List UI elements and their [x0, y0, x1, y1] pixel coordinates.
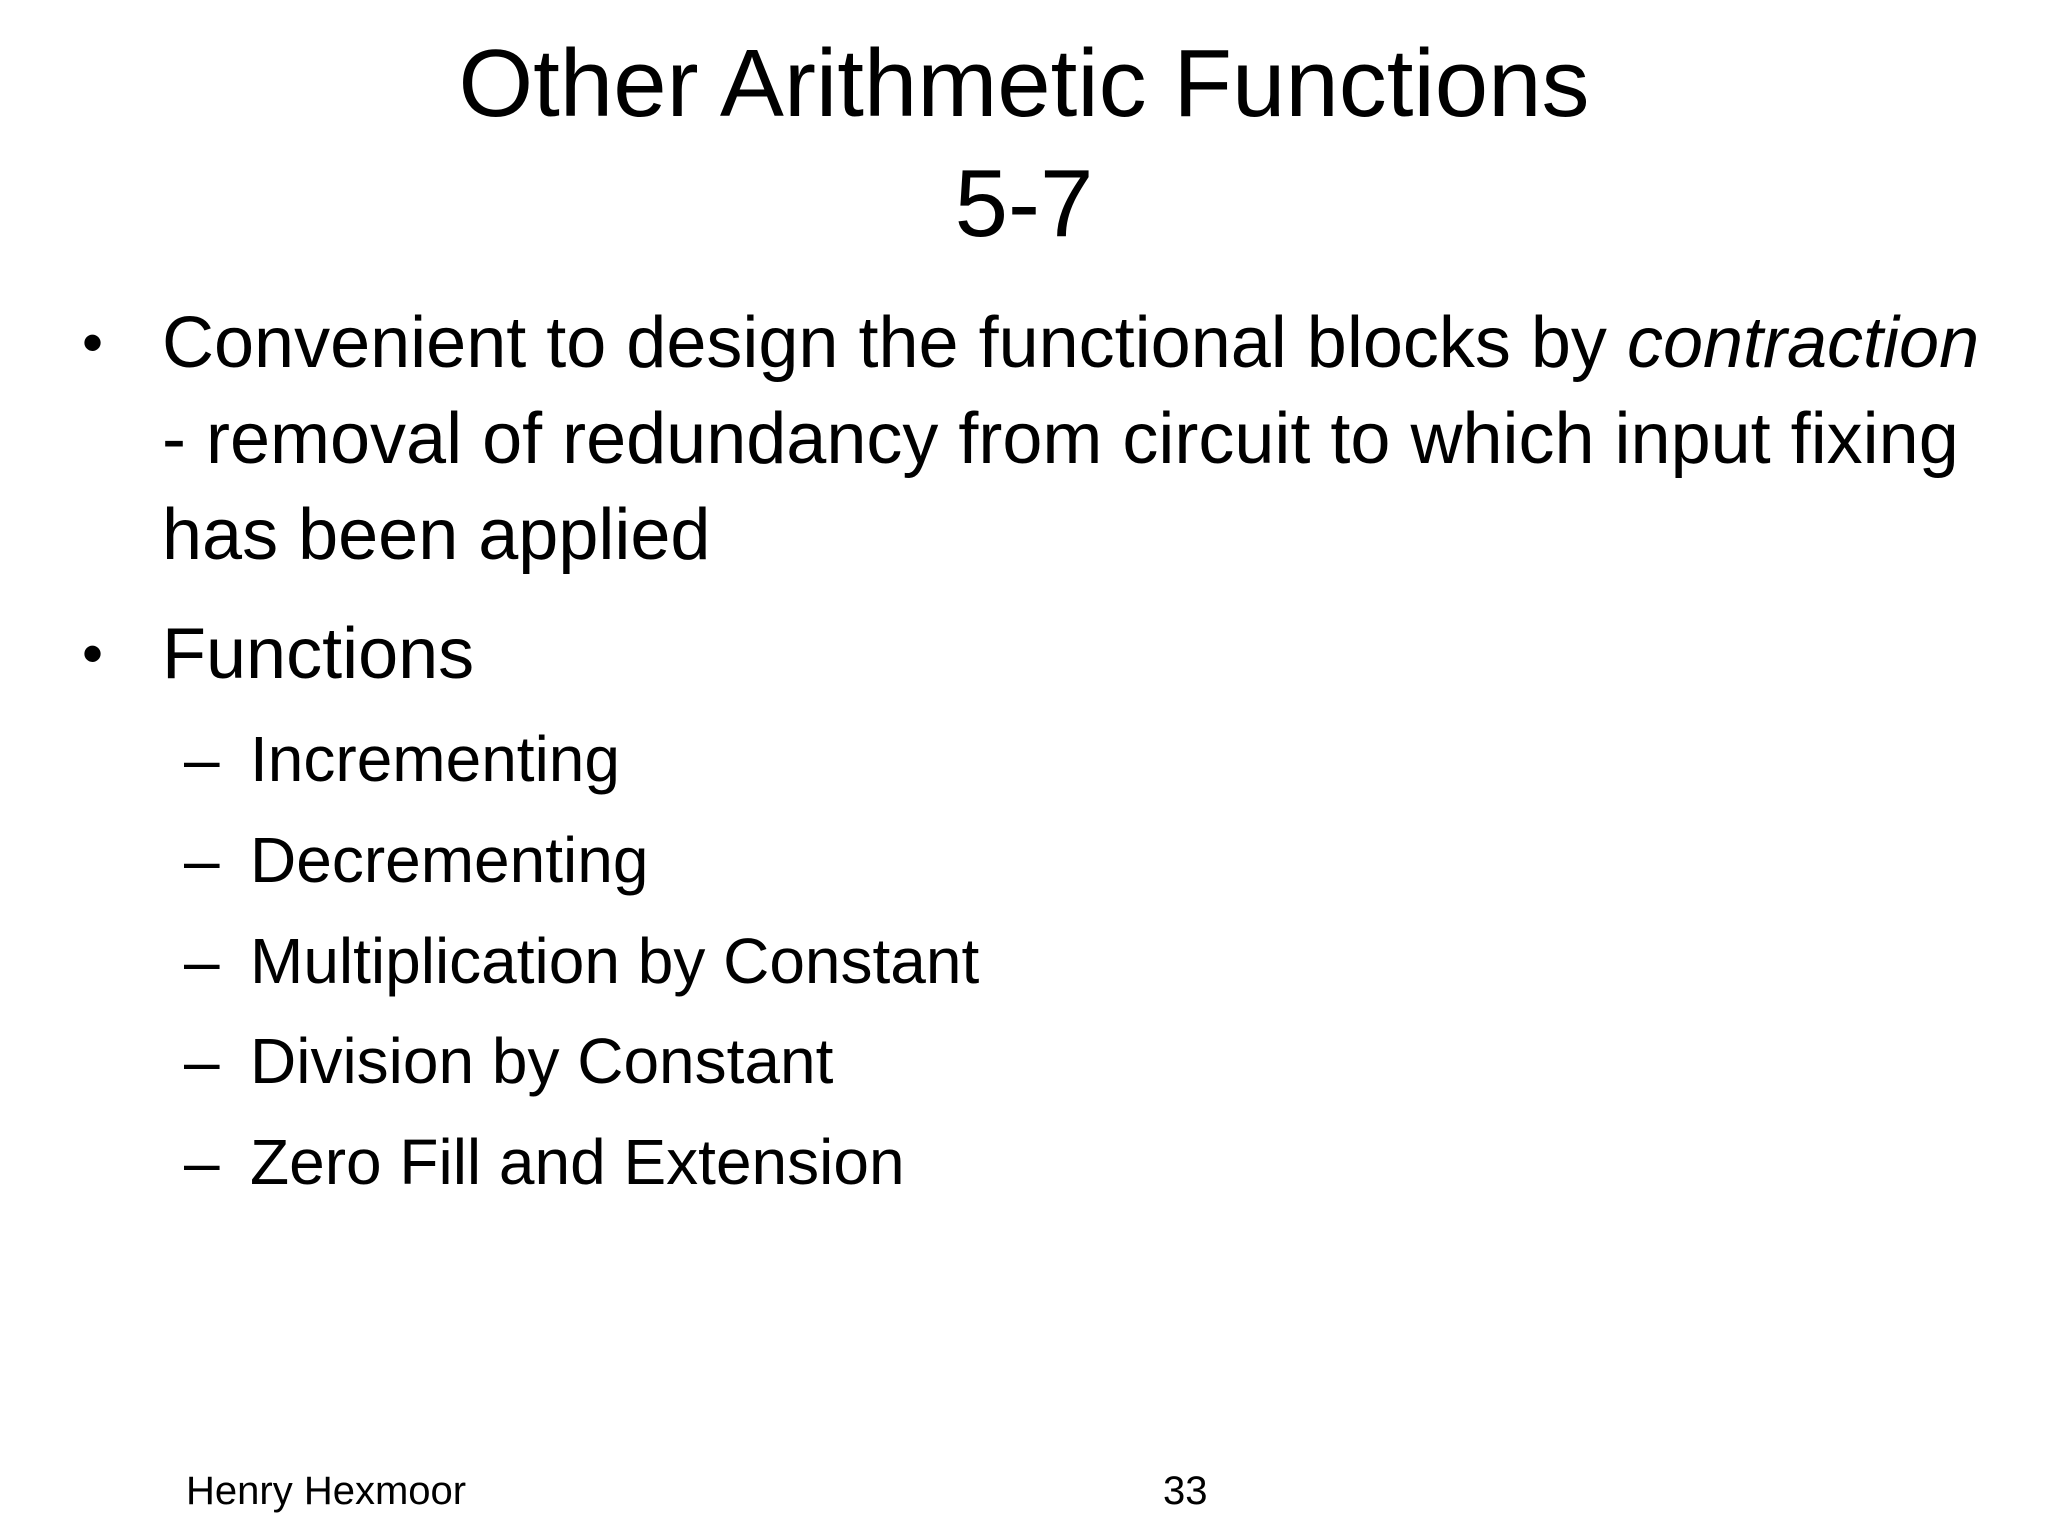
sub-item-zero-fill	[184, 1122, 905, 1202]
sub-item-text: Zero Fill and Extension	[250, 1126, 905, 1198]
sub-item-text: Multiplication by Constant	[250, 925, 980, 997]
sub-marker: –	[184, 1025, 220, 1097]
bullet-text: Functions	[162, 614, 475, 694]
sub-item-decrementing	[184, 820, 648, 900]
sub-marker: –	[184, 723, 220, 795]
bullet-text	[162, 295, 1982, 583]
bullet-marker: •	[82, 309, 104, 376]
sub-item-incrementing	[184, 719, 620, 799]
bullet-item-functions	[82, 606, 1982, 702]
bullet-text-after: - removal of redundancy from circuit to which input fixing has been applied	[162, 399, 1959, 575]
sub-item-division	[184, 1021, 833, 1101]
footer-author: Henry Hexmoor	[186, 1469, 467, 1513]
sub-item-text: Decrementing	[250, 824, 649, 896]
footer-page-number: 33	[1163, 1469, 1208, 1513]
sub-item-text: Division by Constant	[250, 1025, 834, 1097]
bullet-emphasis-contraction: contraction	[1626, 303, 1980, 383]
sub-item-multiplication	[184, 921, 979, 1001]
sub-marker: –	[184, 1126, 220, 1198]
sub-marker: –	[184, 925, 220, 997]
bullet-marker: •	[82, 620, 104, 687]
slide-title-line-1: Other Arithmetic Functions	[458, 30, 1590, 137]
sub-marker: –	[184, 824, 220, 896]
bullet-text-before: Convenient to design the functional blocks by	[162, 303, 1607, 383]
slide-title-line-2: 5-7	[954, 150, 1094, 257]
bullet-item-contraction	[82, 295, 1982, 583]
sub-item-text: Incrementing	[250, 723, 620, 795]
